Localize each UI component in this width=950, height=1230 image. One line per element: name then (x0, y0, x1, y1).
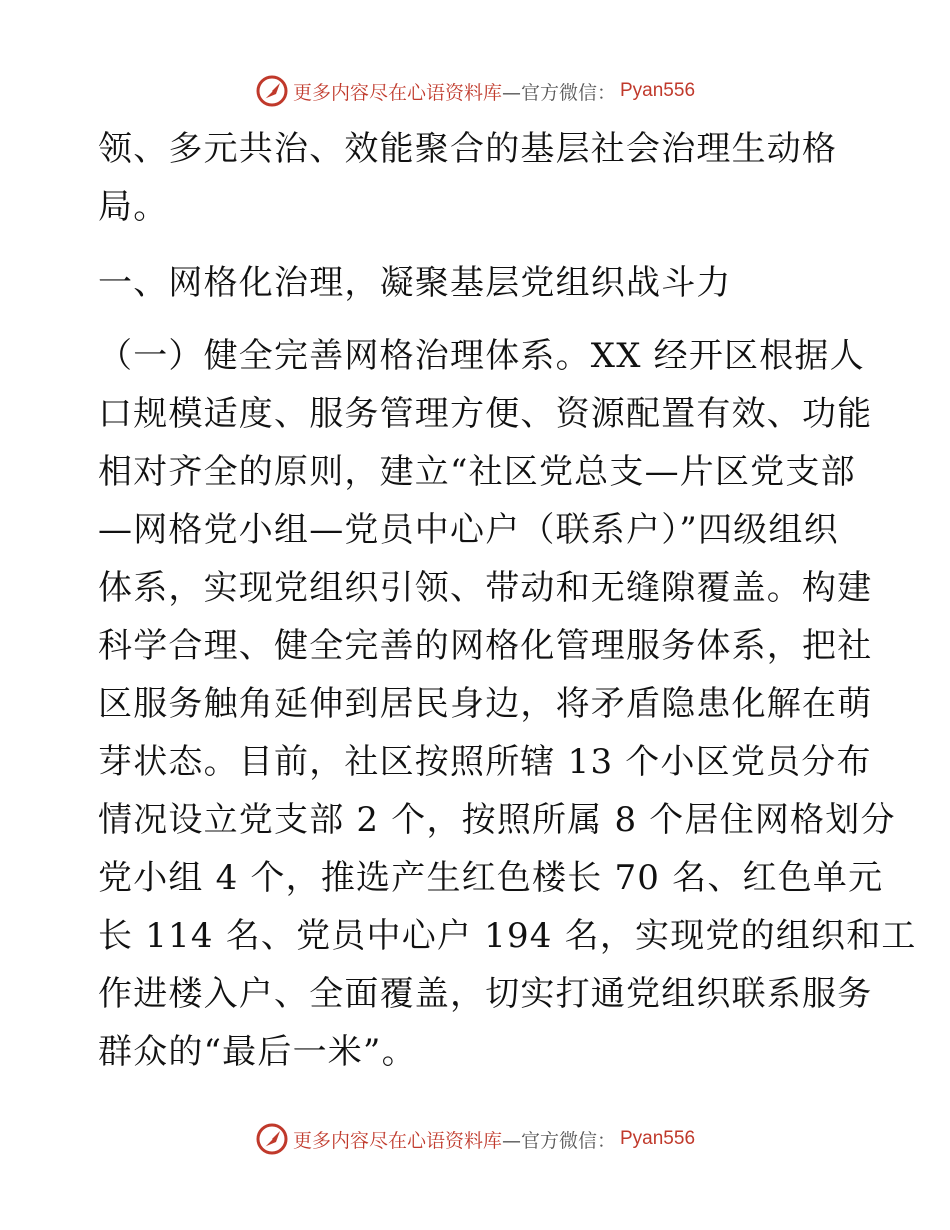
section-heading: 一、网格化治理，凝聚基层党组织战斗力 (98, 263, 732, 303)
feather-logo-icon (255, 1122, 289, 1156)
text-line: 科学合理、健全完善的网格化管理服务体系，把社 (98, 626, 873, 666)
text-line: 体系，实现党组织引领、带动和无缝隙覆盖。构建 (98, 568, 873, 608)
text-line: —网格党小组—党员中心户（联系户）”四级组织 (98, 510, 839, 550)
text-line: 相对齐全的原则，建立“社区党总支—片区党支部 (98, 452, 856, 492)
text-line: 群众的“最后一米”。 (98, 1032, 417, 1072)
text-line: 局。 (98, 187, 169, 227)
footer-watermark (0, 1119, 950, 1159)
text-line: 党小组 4 个，推选产生红色楼长 70 名、红色单元 (98, 858, 884, 898)
watermark-wechat-id: Pyan556 (620, 80, 696, 101)
watermark-wechat-id: Pyan556 (620, 1128, 696, 1149)
text-line: 长 114 名、党员中心户 194 名，实现党的组织和工 (98, 916, 917, 956)
watermark-text: 更多内容尽在心语资料库 (292, 81, 502, 104)
watermark-wechat-label: —官方微信： (501, 1129, 616, 1152)
text-line: 作进楼入户、全面覆盖，切实打通党组织联系服务 (98, 974, 873, 1014)
text-line: 领、多元共治、效能聚合的基层社会治理生动格 (98, 129, 838, 169)
text-line: 芽状态。目前，社区按照所辖 13 个小区党员分布 (98, 742, 872, 782)
header-watermark (0, 71, 950, 111)
text-line: （一）健全完善网格治理体系。XX 经开区根据人 (98, 336, 865, 376)
text-line: 情况设立党支部 2 个，按照所属 8 个居住网格划分 (98, 800, 896, 840)
text-line: 区服务触角延伸到居民身边，将矛盾隐患化解在萌 (98, 684, 873, 724)
watermark-wechat-label: —官方微信： (501, 81, 616, 104)
feather-logo-icon (255, 74, 289, 108)
watermark-text: 更多内容尽在心语资料库 (292, 1129, 502, 1152)
text-line: 口规模适度、服务管理方便、资源配置有效、功能 (98, 394, 873, 434)
